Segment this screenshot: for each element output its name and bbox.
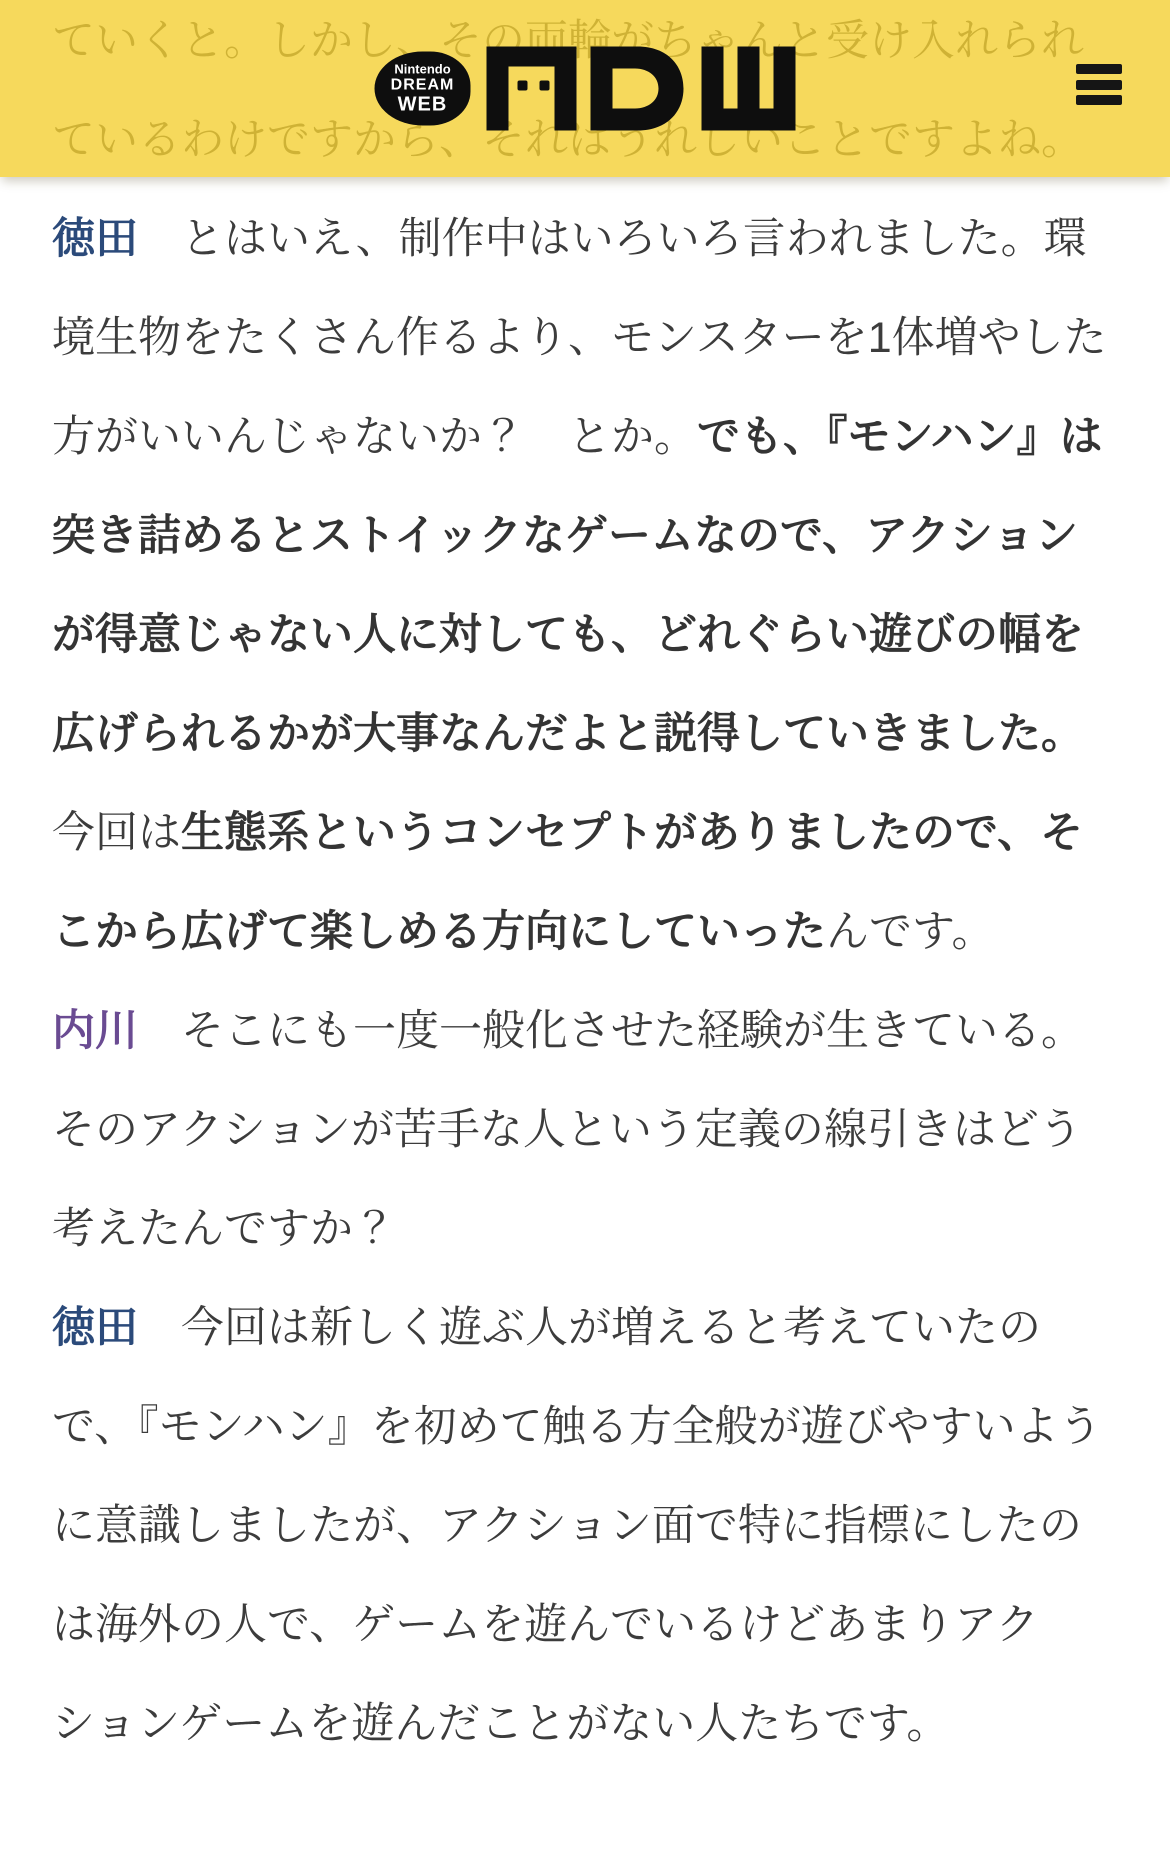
hamburger-icon — [1076, 64, 1122, 74]
speaker-name: 内川 — [52, 1007, 138, 1055]
hamburger-icon — [1076, 95, 1122, 105]
body-text: 今回は — [52, 809, 181, 857]
body-text: んです。 — [826, 908, 995, 956]
hamburger-icon — [1076, 80, 1122, 90]
ndw-logo-letters-icon — [487, 46, 796, 131]
interview-paragraph — [52, 1279, 1118, 1774]
badge-line-web: WEB — [397, 93, 448, 115]
emphasis-text: 生態系というコンセプトがありましたので、そこから広げて楽しめる方向にしていった — [52, 809, 1084, 956]
body-text: そこにも一度一般化させた経験が生きている。そのアクションが苦手な人という定義の線引きはどう考えたんですか？ — [52, 1007, 1084, 1253]
speaker-name: 徳田 — [52, 215, 138, 263]
badge-line-dream: DREAM — [390, 76, 455, 93]
nintendo-dream-web-badge — [375, 52, 471, 126]
speaker-name: 徳田 — [52, 1304, 138, 1352]
badge-line-nintendo: Nintendo — [394, 61, 451, 76]
site-logo[interactable] — [375, 46, 796, 131]
interview-paragraph — [52, 982, 1118, 1279]
menu-button[interactable] — [1076, 64, 1122, 105]
article-text-flow — [52, 0, 1118, 1774]
site-header — [0, 0, 1170, 177]
emphasis-text: でも、『モンハン』は突き詰めるとストイックなゲームなので、アクションが得意じゃない人に対しても、どれぐらい遊びの幅を広げられるかが大事なんだよと説得していきました。 — [52, 413, 1103, 758]
body-text: とはいえ、制作中はいろいろ言われました。環境生物をたくさん作るより、モンスターを1体増やした方がいいんじゃないか？ とか。 — [52, 215, 1107, 461]
interview-paragraph — [52, 190, 1118, 982]
body-text: 今回は新しく遊ぶ人が増えると考えていたので、『モンハン』を初めて触る方全般が遊びやすいように意識しましたが、アクション面で特に指標にしたのは海外の人で、ゲームを遊んでいるけどあまりアクションゲームを遊んだことがない人たちです。 — [52, 1304, 1102, 1748]
